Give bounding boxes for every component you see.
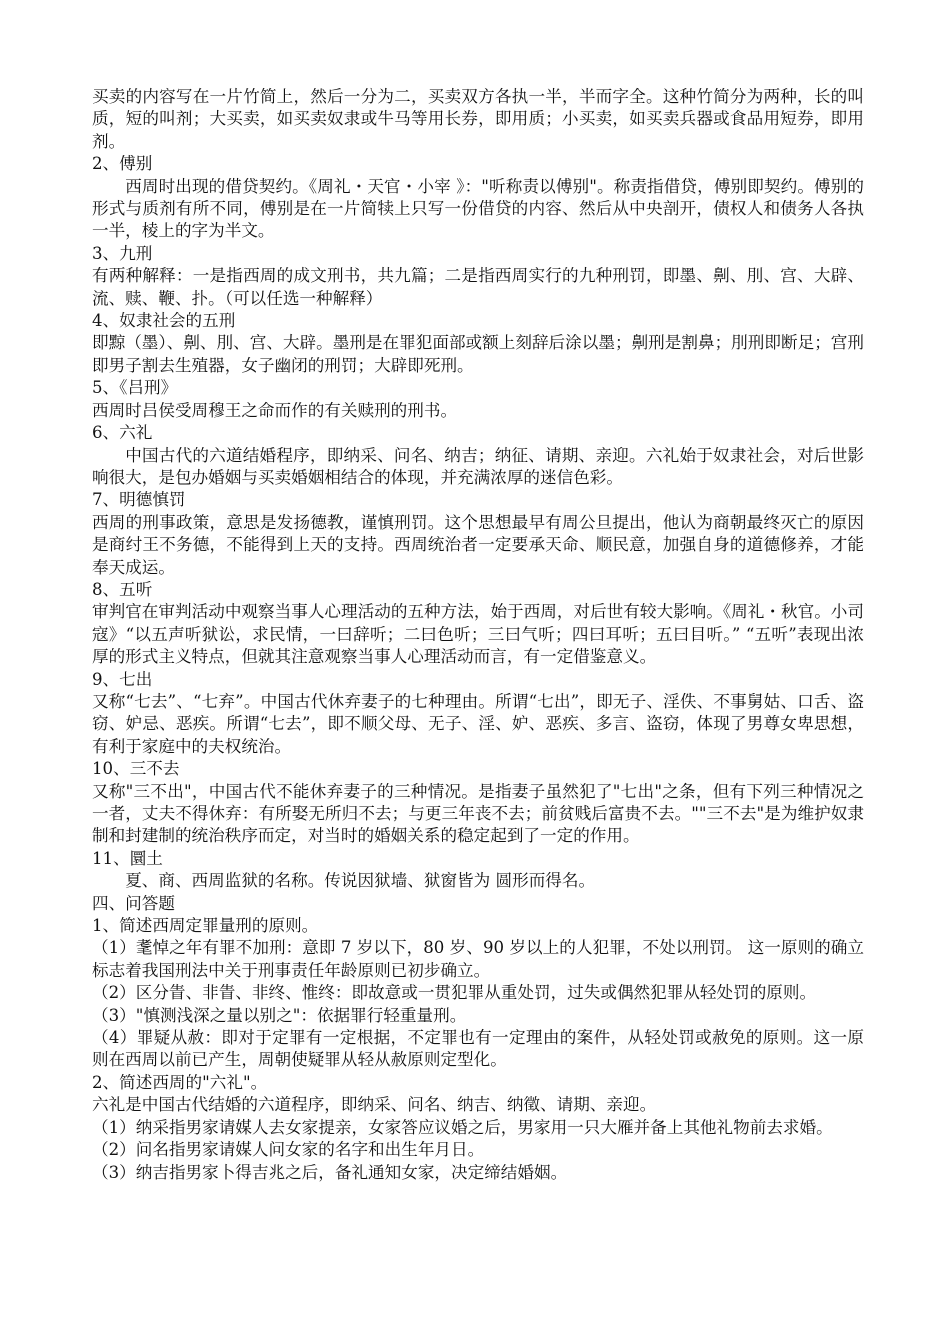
question-1: 1、简述西周定罪量刑的原则。 (92, 916, 319, 936)
answer-1-item-3: （3）"慎测浅深之量以别之"：依据罪行轻重量刑。 (92, 1005, 467, 1025)
heading-mingde-shenfa: 7、明德慎罚 (92, 490, 186, 510)
heading-jiuxing: 3、九刑 (92, 243, 153, 263)
answer-1-item-1: （1）耄悼之年有罪不加刑：意即 7 岁以下，80 岁、90 岁以上的人犯罪，不处以刑罚。 这一原则的确立标志着我国刑法中关于刑事责任年龄原则已初步确立。 (92, 938, 864, 980)
paragraph-jiuxing: 有两种解释：一是指西周的成文刑书，共九篇；二是指西周实行的九种刑罚，即墨、劓、刖、宫、大辟、流、赎、鞭、扑。（可以任选一种解释） (92, 266, 864, 308)
paragraph-contract-zhiji: 买卖的内容写在一片竹简上，然后一分为二，买卖双方各执一半，半而字全。这种竹简分为两种，长的叫质，短的叫剂；大买卖，如买卖奴隶或牛马等用长券，即用质；小买卖，如买卖兵器或食品用短券，即用剂。 (92, 87, 864, 151)
paragraph-lvxing: 西周时吕侯受周穆王之命而作的有关赎刑的刑书。 (92, 400, 458, 420)
heading-fubie: 2、傅别 (92, 154, 153, 174)
heading-wuxing: 4、奴隶社会的五刑 (92, 311, 236, 331)
heading-yuantu: 11、圜土 (92, 848, 163, 868)
answer-2-item-1: （1）纳采指男家请媒人去女家提亲，女家答应议婚之后，男家用一只大雁并备上其他礼物前去求婚。 (92, 1117, 833, 1137)
paragraph-qichu: 又称“七去”、“七弃”。中国古代休弃妻子的七种理由。所谓“七出”，即无子、淫佚、不事舅姑、口舌、盗窃、妒忌、恶疾。所谓“七去”，即不顺父母、无子、淫、妒、恶疾、多言、盗窃，体现了男尊女卑思想，有利于家庭中的夫权统治。 (92, 691, 864, 756)
answer-2-intro: 六礼是中国古代结婚的六道程序，即纳采、问名、纳吉、纳徵、请期、亲迎。 (92, 1095, 657, 1115)
paragraph-mingde-shenfa: 西周的刑事政策，意思是发扬德教，谨慎刑罚。这个思想最早有周公旦提出，他认为商朝最终灭亡的原因是商纣王不务德，不能得到上天的支持。西周统治者一定要承天命、顺民意，加强自身的道德修养，才能奉天成运。 (92, 512, 864, 577)
heading-wuting: 8、五听 (92, 579, 153, 599)
heading-liuli: 6、六礼 (92, 423, 153, 443)
answer-2-item-2: （2）问名指男家请媒人问女家的名字和出生年月日。 (92, 1140, 485, 1160)
heading-qichu: 9、七出 (92, 669, 153, 689)
heading-sanbuqu: 10、三不去 (92, 759, 180, 779)
answer-2-item-3: （3）纳吉指男家卜得吉兆之后，备礼通知女家，决定缔结婚姻。 (92, 1162, 568, 1182)
paragraph-liuli: 中国古代的六道结婚程序，即纳采、问名、纳吉；纳征、请期、亲迎。六礼始于奴隶社会，对后世影响很大，是包办婚姻与买卖婚姻相结合的体现，并充满浓厚的迷信色彩。 (92, 445, 864, 487)
heading-lvxing: 5、《吕刑》 (92, 378, 178, 398)
paragraph-wuxing: 即黥（墨）、劓、刖、宫、大辟。墨刑是在罪犯面部或额上刻辞后涂以墨；劓刑是割鼻；刖刑即断足；宫刑即男子割去生殖器，女子幽闭的刑罚；大辟即死刑。 (92, 333, 864, 375)
document-page (92, 86, 864, 1184)
section-heading-qa: 四、问答题 (92, 893, 175, 913)
question-2: 2、简述西周的"六礼"。 (92, 1072, 268, 1092)
paragraph-yuantu: 夏、商、西周监狱的名称。传说因狱墙、狱窗皆为 圆形而得名。 (125, 871, 596, 891)
paragraph-fubie: 西周时出现的借贷契约。《周礼・天官・小宰 》："听称责以傅别"。称责指借贷，傅别即契约。傅别的形式与质剂有所不同，傅别是在一片简犊上只写一份借贷的内容、然后从中央剖开，债权人和债务人各执一半，棱上的字为半文。 (92, 176, 864, 241)
answer-1-item-4: （4）罪疑从赦：即对于定罪有一定根据，不定罪也有一定理由的案件，从轻处罚或赦免的原则。这一原则在西周以前已产生，周朝使疑罪从轻从赦原则定型化。 (92, 1028, 864, 1070)
answer-1-item-2: （2）区分眚、非眚、非终、惟终：即故意或一贯犯罪从重处罚，过失或偶然犯罪从轻处罚的原则。 (92, 983, 817, 1003)
paragraph-sanbuqu: 又称"三不出"，中国古代不能休弃妻子的三种情况。是指妻子虽然犯了"七出"之条，但有下列三种情况之一者，丈夫不得休弃：有所娶无所归不去；与更三年丧不去；前贫贱后富贵不去。""三不去"是为维护奴隶制和封建制的统治秩序而定，对当时的婚姻关系的稳定起到了一定的作用。 (92, 781, 864, 846)
paragraph-wuting: 审判官在审判活动中观察当事人心理活动的五种方法，始于西周，对后世有较大影响。《周礼・秋官。小司寇》“以五声听狱讼，求民情，一曰辞听；二曰色听；三曰气听；四曰耳听；五曰目听。” “五听”表现出浓厚的形式主义特点，但就其注意观察当事人心理活动而言，有一定借鉴意义。 (92, 602, 864, 667)
